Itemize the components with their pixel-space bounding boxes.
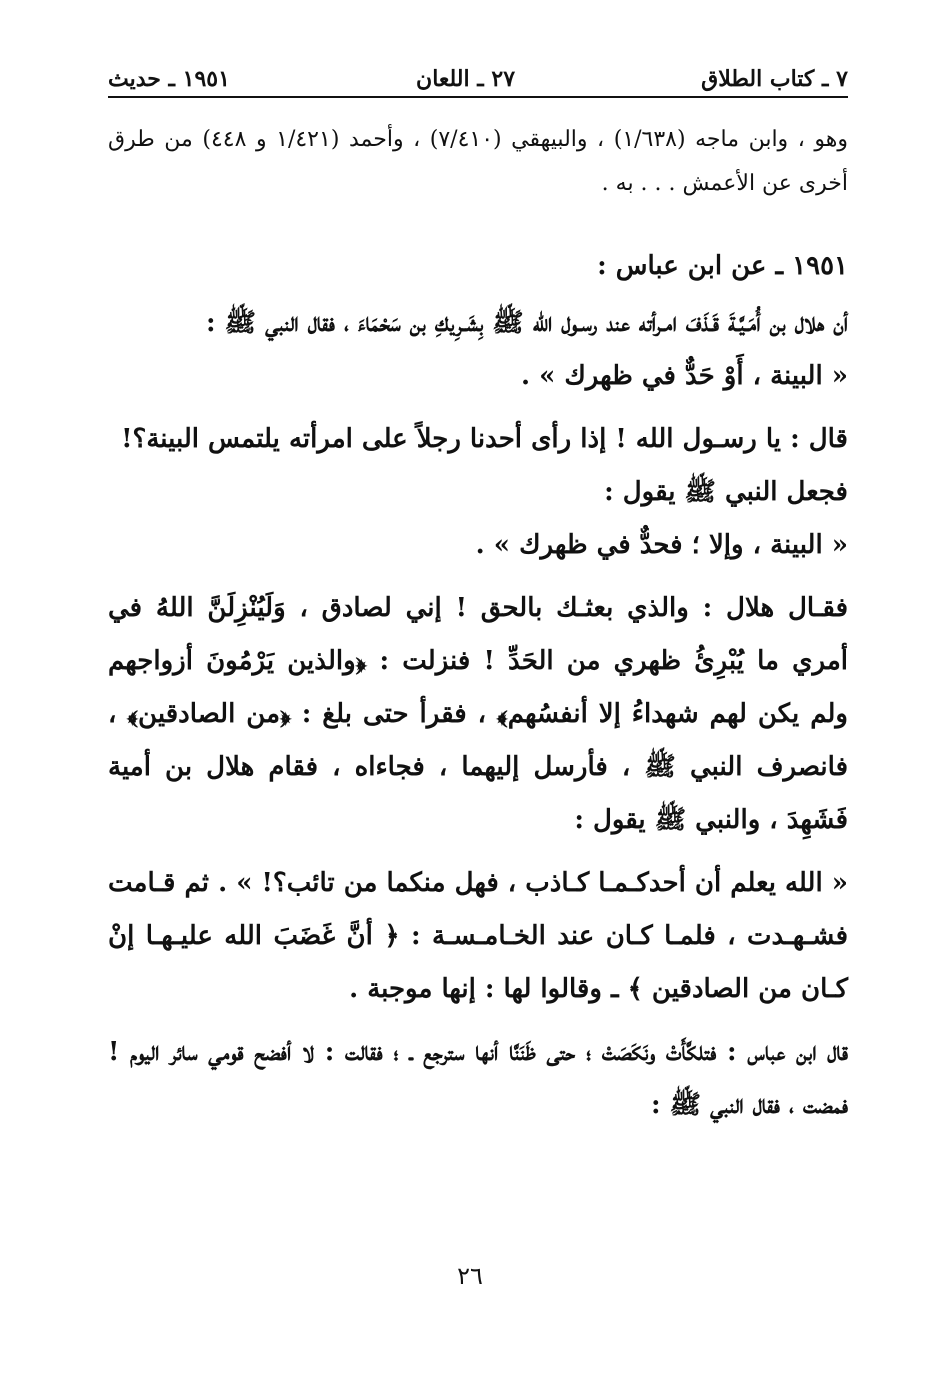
header-hadith-number: ١٩٥١ ـ حديث (108, 66, 230, 92)
hadith-paragraph: قال : يا رسـول الله ! إذا رأى أحدنا رجلاً على امرأته يلتمس البينة؟! (121, 424, 848, 454)
footnote-continuation: وهو ، وابن ماجه (١/٦٣٨) ، والبيهقي (٧/٤١٠) ، وأحمد (١/٤٢١ و ٤٤٨) من طرق أخرى عن الأعمش . . . به . (108, 127, 848, 196)
hadith-heading: ١٩٥١ ـ عن ابن عباس : (597, 251, 848, 281)
page-number: ٢٦ (457, 1262, 483, 1290)
header-chapter-title: ٢٧ ـ اللعان (416, 66, 516, 92)
hadith-paragraph: « الله يعلم أن أحدكـمـا كـاذب ، فهل منكما من تائب؟! » . ثم قـامت فشـهـدت ، فلمـا كـان عند الخـامـسـة : ﴿ أنَّ غَضَبَ الله عليـهـا إنْ كـان من الصادقين ﴾ ـ وقالوا لها : إنها موجبة . (108, 868, 848, 1004)
hadith-quote: « البينة ، أَوْ حَدٌّ في ظهرك » . (520, 361, 848, 391)
header-divider (108, 96, 848, 98)
running-header (108, 52, 848, 92)
header-book-title: ٧ ـ كتاب الطلاق (701, 66, 848, 92)
hadith-quote: « البينة ، وإلا ؛ فحدٌّ في ظهرك » . (475, 530, 848, 560)
hadith-paragraph: فقـال هلال : والذي بعثـك بالحق ! إني لصادق ، وَلَيُنْزِلَنَّ اللهُ في أمري ما يُبْرِئُ ظهري من الحَدِّ ! فنزلت : ﴿والذين يَرْمُونَ أزواجهم ولم يكن لهم شهداءُ إلا أنفسُهم﴾ ، فقرأ حتى بلغ : ﴿من الصادقين﴾ ، فانصرف النبي ﷺ ، فأرسل إليهما ، فجاءاه ، فقام هلال بن أمية فَشَهِدَ ، والنبي ﷺ يقول : (108, 593, 848, 835)
hadith-paragraph: قال ابن عباس : فتلكَّأَتْ ونَكَصَتْ ؛ حتى ظَنَنَّا أنها سترجع ـ ؛ فقالت : لا أفضح قومي سائر اليوم ! فمضت ، فقال النبي ﷺ : (108, 1037, 848, 1120)
hadith-paragraph: فجعل النبي ﷺ يقول : (604, 477, 848, 507)
hadith-paragraph: أن هلال بن أُمَـيَّـةَ قَـذَفَ امـرأته عند رسـول الله ﷺ بِشَـرِيكِ بن سَحْمَاءَ ، فقال النبي ﷺ : (206, 308, 848, 338)
page-body (108, 118, 848, 1132)
